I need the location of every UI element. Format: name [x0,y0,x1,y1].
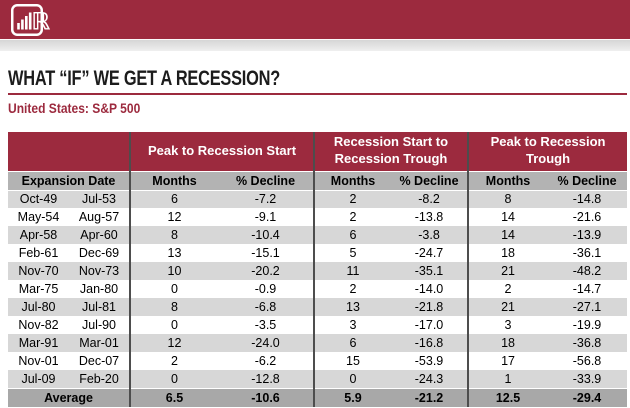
decline-cell: -6.2 [254,354,277,368]
decline-cell: -12.8 [251,371,280,386]
table-row [8,262,627,280]
decline-cell: -56.8 [572,354,602,368]
decline-cell: -0.9 [254,282,277,296]
col-header-decline: % Decline [218,171,314,190]
average-label: Average [8,388,130,407]
expansion-end-cell: Aug-57 [78,210,120,224]
expansion-start-cell: Nov-82 [18,318,59,332]
months-cell: 18 [468,334,547,352]
table-row [8,334,627,352]
months-cell: 2 [314,280,391,298]
months-cell: 14 [468,208,547,226]
col-header-decline: % Decline [547,171,627,190]
months-cell: 11 [314,262,391,280]
expansion-start-cell: Oct-49 [8,190,69,208]
months-cell: 21 [468,298,547,316]
table-row [8,352,627,370]
months-cell: 6 [314,334,391,352]
expansion-end-cell: Nov-73 [78,264,120,278]
expansion-start-cell: Jul-80 [21,300,56,314]
table-row [8,244,627,262]
decline-cell: -35.1 [414,264,444,278]
months-cell: 0 [314,370,391,388]
decline-cell: -48.2 [572,264,602,278]
column-header-row [8,171,627,190]
months-cell: 0 [130,316,218,334]
decline-cell: -13.9 [572,228,602,242]
expansion-end-cell: Feb-20 [79,371,119,386]
months-cell: 0 [130,370,218,388]
decline-cell: -14.0 [414,282,444,296]
group-header-row [8,132,627,171]
decline-cell: -7.2 [218,190,314,208]
average-row [8,388,627,407]
months-cell: 14 [468,226,547,244]
expansion-end-cell: Jul-81 [81,300,117,314]
expansion-end-cell: Dec-07 [78,354,120,368]
corner-cell [8,132,130,171]
table-row [8,226,627,244]
decline-cell: -13.8 [414,210,444,224]
expansion-end-cell: Mar-01 [79,336,119,350]
decline-cell: -9.1 [254,210,277,224]
table-row [8,190,627,208]
average-months-cell: 5.9 [314,388,391,407]
average-decline-cell: -10.6 [218,388,314,407]
expansion-end-cell: Dec-69 [78,246,120,260]
average-months-cell: 6.5 [130,388,218,407]
recession-table [8,132,627,407]
months-cell: 3 [468,316,547,334]
months-cell: 3 [314,316,391,334]
months-cell: 15 [314,352,391,370]
expansion-start-cell: Feb-61 [18,246,59,260]
average-months-cell: 12.5 [468,388,547,407]
expansion-end-cell: Apr-60 [80,228,118,242]
decline-cell: -14.8 [547,190,627,208]
months-cell: 5 [314,244,391,262]
decline-cell: -24.3 [414,371,444,386]
months-cell: 6 [130,190,218,208]
decline-cell: -10.4 [251,228,280,242]
months-cell: 6 [314,226,391,244]
brand-logo [11,4,59,41]
col-header-months: Months [314,171,391,190]
col-header-expansion-date: Expansion Date [8,171,130,190]
expansion-start-cell: Mar-91 [18,336,59,350]
decline-cell: -16.8 [414,336,444,350]
page-subtitle: United States: S&P 500 [8,100,141,116]
months-cell: 1 [468,370,547,388]
decline-cell: -19.9 [572,318,602,332]
months-cell: 21 [468,262,547,280]
decline-cell: -14.7 [572,282,602,296]
brand-banner [0,0,630,39]
expansion-start-cell: Apr-58 [19,228,58,242]
col-header-decline: % Decline [391,171,468,190]
expansion-end-cell: Jan-80 [79,282,119,296]
decline-cell: -53.9 [414,354,444,368]
table-row [8,370,627,388]
decline-cell: -24.7 [414,246,444,260]
months-cell: 13 [130,244,218,262]
decline-cell: -15.1 [251,246,280,260]
col-header-months: Months [468,171,547,190]
table-row [8,316,627,334]
months-cell: 8 [468,190,547,208]
months-cell: 0 [130,280,218,298]
decline-cell: -21.8 [414,300,444,314]
decline-cell: -36.1 [572,246,602,260]
page-title: WHAT “IF” WE GET A RECESSION? [8,67,280,90]
group-header-peak-to-recession-trough: Peak to Recession Trough [468,132,627,171]
decline-cell: -17.0 [414,318,444,332]
months-cell: 12 [130,208,218,226]
decline-cell: -21.6 [572,210,602,224]
expansion-start-cell: Mar-75 [18,282,59,296]
expansion-start-cell: May-54 [17,210,60,224]
decline-cell: -20.2 [251,264,280,278]
expansion-start-cell: Nov-01 [18,354,59,368]
decline-cell: -3.5 [254,318,277,332]
average-decline-cell: -21.2 [391,388,468,407]
bar-chart-R-logo-icon [11,4,59,36]
header-divider-strip [0,39,630,51]
table-row [8,280,627,298]
months-cell: 12 [130,334,218,352]
decline-cell: -3.8 [418,228,440,242]
group-header-recession-start-to-trough: Recession Start to Recession Trough [314,132,468,171]
decline-cell: -36.8 [572,336,602,350]
expansion-start-cell: Jul-09 [21,371,56,386]
table-row [8,298,627,316]
expansion-start-cell: Nov-70 [18,264,59,278]
months-cell: 2 [130,352,218,370]
months-cell: 17 [468,352,547,370]
months-cell: 2 [314,190,391,208]
group-header-peak-to-recession-start: Peak to Recession Start [130,132,314,171]
months-cell: 8 [130,226,218,244]
average-decline-cell: -29.4 [547,388,627,407]
decline-cell: -8.2 [391,190,468,208]
expansion-end-cell: Jul-53 [69,190,130,208]
months-cell: 2 [468,280,547,298]
months-cell: 2 [314,208,391,226]
table-row [8,208,627,226]
decline-cell: -6.8 [254,300,277,314]
decline-cell: -24.0 [251,336,280,350]
decline-cell: -27.1 [572,300,602,314]
decline-cell: -33.9 [572,371,602,386]
months-cell: 10 [130,262,218,280]
svg-text:ℝ: ℝ [31,8,51,36]
col-header-months: Months [130,171,218,190]
months-cell: 8 [130,298,218,316]
expansion-end-cell: Jul-90 [81,318,117,332]
months-cell: 13 [314,298,391,316]
months-cell: 18 [468,244,547,262]
title-rule [8,93,627,95]
